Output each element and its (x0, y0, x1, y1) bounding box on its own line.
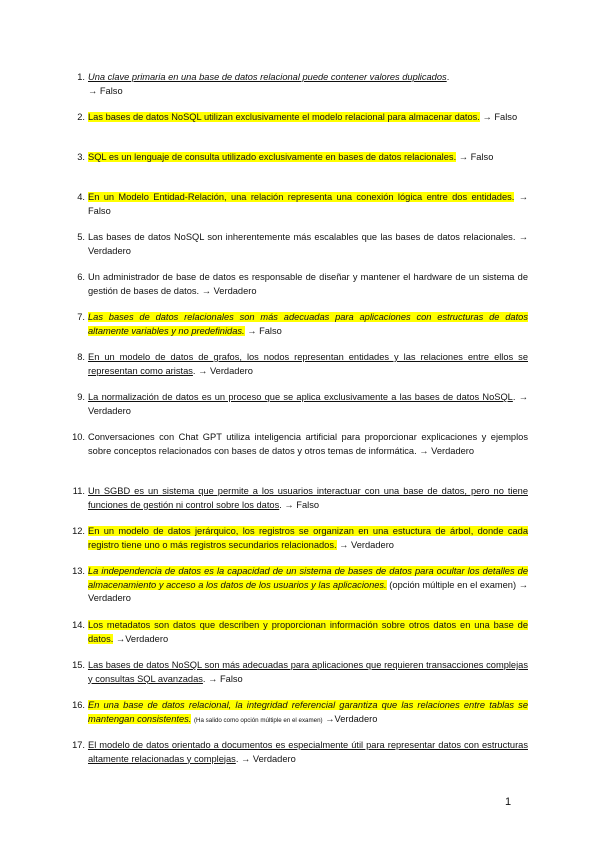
list-item (77, 271, 528, 298)
answer-text: → Verdadero (88, 579, 529, 603)
answer-text: → Falso (208, 673, 243, 684)
item-number: 12. (72, 526, 85, 536)
item-number: 10. (72, 432, 85, 442)
statement-text: Las bases de datos NoSQL son inherentemente más escalables que las bases de datos relacionales. (88, 232, 516, 242)
item-number: 8. (77, 352, 85, 362)
statement-text: La independencia de datos es la capacidad de un sistema de bases de datos para ocultar los detalles de almacenamiento y acceso a los datos de los usuarios y las aplicaciones. (88, 566, 528, 590)
statement-note: (Ha salido como opción múltiple en el examen) (193, 716, 323, 724)
statement-text: Un administrador de base de datos es responsable de diseñar y mantener el hardware de un sistema de gestión de bases de datos. (88, 272, 528, 296)
list-item (72, 525, 528, 552)
statement-end: . (512, 392, 516, 402)
answer-text: → Verdadero (339, 539, 394, 550)
answer-text: → Falso (88, 85, 123, 96)
answer-text: → Falso (284, 499, 320, 510)
statement-end: . (202, 673, 206, 684)
answer-text: → Verdadero (88, 232, 528, 256)
list-item (77, 111, 528, 125)
answer-text: →Verdadero (115, 633, 169, 644)
list-item (77, 71, 528, 98)
item-number: 16. (72, 700, 85, 710)
statement-text: El modelo de datos orientado a documentos es especialmente útil para representar datos con estructuras altamente relacionadas y complejas (88, 740, 528, 764)
statement-text: En una base de datos relacional, la integridad referencial garantiza que las relaciones entre tablas se mantengan consistentes. (88, 700, 528, 724)
list-item (72, 485, 528, 512)
item-number: 1. (77, 72, 85, 82)
statement-text: Un SGBD es un sistema que permite a los usuarios interactuar con una base de datos, pero no tiene funciones de gestión ni control sobre los datos (88, 486, 528, 510)
item-number: 4. (77, 192, 85, 202)
item-number: 13. (72, 566, 85, 576)
statement-text: En un Modelo Entidad-Relación, una relación representa una conexión lógica entre dos entidades. (88, 192, 515, 202)
list-item (77, 391, 528, 418)
answer-text: → Verdadero (88, 392, 528, 416)
statement-text: La normalización de datos es un proceso que se aplica exclusivamente a las bases de datos NoSQL (88, 392, 513, 402)
item-number: 9. (77, 392, 85, 402)
statement-text: En un modelo de datos jerárquico, los registros se organizan en una estuctura de árbol, donde cada registro tiene uno o más registros secundarios relacionados. (88, 526, 528, 550)
statement-text: Conversaciones con Chat GPT utiliza inteligencia artificial para proporcionar explicaciones y ejemplos sobre conceptos relacionados con bases de datos y otros temas de informática. (88, 432, 528, 456)
answer-text: → Falso (458, 152, 494, 162)
answer-text: → Verdadero (241, 753, 296, 764)
answer-text: → Falso (247, 325, 282, 336)
item-number: 3. (77, 152, 85, 162)
list-item (72, 699, 528, 727)
statement-end: . (192, 365, 196, 376)
statement-end: . (446, 72, 450, 82)
statement-end: . (235, 753, 239, 764)
answer-text: → Verdadero (198, 365, 253, 376)
statement-text: Las bases de datos NoSQL son más adecuadas para aplicaciones que requieren transacciones complejas y consultas SQL avanzadas (88, 660, 528, 684)
item-number: 14. (72, 620, 85, 630)
answer-text: → Verdadero (419, 445, 475, 456)
item-number: 5. (77, 232, 85, 242)
list-item (77, 151, 528, 165)
statement-text: Las bases de datos relacionales son más adecuadas para aplicaciones con estructuras de datos altamente variables y no predefinidas. (88, 312, 528, 336)
statement-text: En un modelo de datos de grafos, los nodos representan entidades y las relaciones entre ellos se representan como aristas (88, 352, 528, 376)
answer-text: →Verdadero (325, 713, 378, 724)
statement-note: (opción múltiple en el examen) (389, 579, 517, 590)
statement-text: Las bases de datos NoSQL utilizan exclusivamente el modelo relacional para almacenar datos. (88, 112, 480, 122)
list-item (72, 431, 528, 458)
list-item (72, 619, 528, 646)
list-item (72, 659, 528, 686)
list-item (77, 231, 528, 258)
answer-text: → Falso (88, 192, 529, 216)
statement-text: SQL es un lenguaje de consulta utilizado exclusivamente en bases de datos relacionales. (88, 152, 457, 162)
list-item (72, 565, 529, 606)
list-item (77, 191, 529, 218)
list-item (72, 739, 528, 766)
statement-end: . (279, 499, 282, 510)
item-number: 11. (72, 486, 85, 496)
statement-text: Los metadatos son datos que describen y proporcionan información sobre otros datos en una base de datos. (88, 620, 528, 644)
page-number: 1 (505, 796, 512, 808)
item-number: 7. (77, 312, 85, 322)
statement-text: Una clave primaria en una base de datos relacional puede contener valores duplicados (88, 72, 447, 82)
list-item (77, 311, 528, 338)
answer-text: → Verdadero (201, 285, 257, 296)
item-number: 6. (77, 272, 85, 282)
item-number: 17. (72, 740, 85, 750)
item-number: 2. (77, 112, 85, 122)
answer-text: → Falso (482, 112, 518, 122)
item-number: 15. (72, 660, 85, 670)
list-item (77, 351, 528, 378)
